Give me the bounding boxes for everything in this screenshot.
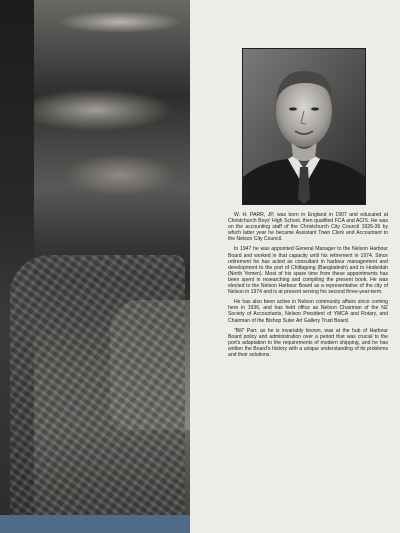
aerial-harbour-photo (0, 0, 190, 533)
cover-edge-strip (0, 515, 190, 533)
bio-paragraph-4: "Bill" Parr, as he is invariably known, was at the hub of Harbour Board policy and administration over a period that was crucial to the port's adaptation to the requirements of modern shipping, and he has written the Board's history with a unique understanding of its problems and their solutions. (228, 327, 388, 358)
author-portrait (242, 48, 366, 205)
jacket-flap (190, 0, 400, 533)
bio-paragraph-3: He has also been active in Nelson community affairs since coming here in 1936, and has held office as Nelson Chairman of the NZ Society of Accountants, Nelson President of YMCA and Rotary, and Chairman of the Bishop Suter Art Gallery Trust Board. (228, 299, 388, 324)
portrait-photo (243, 49, 365, 204)
city-area (10, 255, 185, 525)
bio-paragraph-1: W. H. PARR, JP, was born in England in 1907 and educated at Christchurch Boys' High School, then qualified FCA and ACIS. He was on the accounting staff of the Christchurch City Council 1926-36 by which latter year he became Assistant Town Clerk and Accountant to the Nelson City Council. (228, 212, 388, 243)
author-biography (228, 212, 388, 362)
bio-paragraph-2: In 1947 he was appointed General Manager to the Nelson Harbour Board and worked in that capacity until his retirement in 1974. Since retirement he has acted as consultant in harbour management and development to the port of Chittagong (Bangladesh) and to Hodeidah (North Yemen). Most of his spare time from these appointments has been spent in researching and compiling the present book. He was elected to the Nelson Harbour Board as a representative of the city of Nelson in 1974 and is at present serving his second three-year-term. (228, 246, 388, 296)
